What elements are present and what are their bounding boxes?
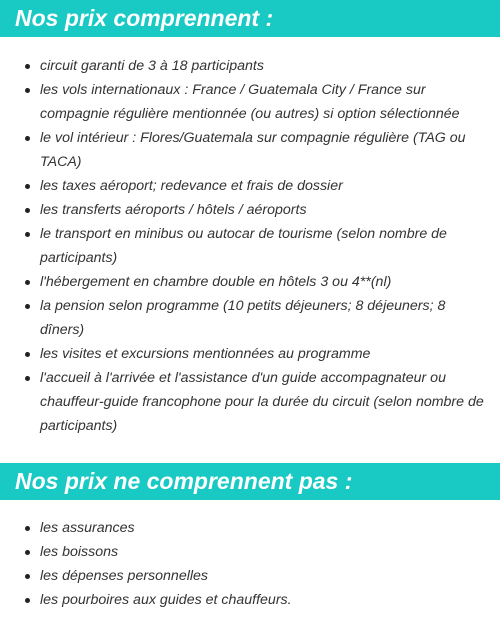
list-item-text: les transferts aéroports / hôtels / aéroports xyxy=(40,202,307,218)
bullet-icon xyxy=(25,136,30,141)
list-item-text: l'accueil à l'arrivée et l'assistance d'un guide accompagnateur ou chauffeur-guide francophone pour la durée du circuit (selon nombre de participants) xyxy=(40,370,484,434)
list-item xyxy=(0,126,500,174)
bullet-icon xyxy=(25,64,30,69)
list-item xyxy=(0,78,500,126)
list-item xyxy=(0,270,500,294)
bullet-icon xyxy=(25,232,30,237)
bullet-icon xyxy=(25,376,30,381)
list-item-text: les taxes aéroport; redevance et frais de dossier xyxy=(40,178,343,194)
includes-list xyxy=(0,54,500,438)
bullet-icon xyxy=(25,280,30,285)
list-item-text: les vols internationaux : France / Guatemala City / France sur compagnie régulière mentionnée (ou autres) si option sélectionnée xyxy=(40,82,460,122)
list-item xyxy=(0,222,500,270)
list-item xyxy=(0,366,500,438)
list-item-text: les assurances xyxy=(40,520,135,536)
list-item-text: les boissons xyxy=(40,544,119,560)
list-item xyxy=(0,54,500,78)
bullet-icon xyxy=(25,352,30,357)
bullet-icon xyxy=(25,184,30,189)
list-item-text: les pourboires aux guides et chauffeurs. xyxy=(40,592,292,608)
list-item xyxy=(0,540,500,564)
bullet-icon xyxy=(25,550,30,555)
list-item-text: circuit garanti de 3 à 18 participants xyxy=(40,58,264,74)
list-item xyxy=(0,588,500,612)
list-item-text: l'hébergement en chambre double en hôtels 3 ou 4**(nl) xyxy=(40,274,392,290)
list-item xyxy=(0,294,500,342)
section-title-includes: Nos prix comprennent : xyxy=(0,0,500,37)
list-item xyxy=(0,564,500,588)
list-item xyxy=(0,198,500,222)
list-item-text: le transport en minibus ou autocar de tourisme (selon nombre de participants) xyxy=(40,226,447,266)
bullet-icon xyxy=(25,598,30,603)
list-item-text: le vol intérieur : Flores/Guatemala sur compagnie régulière (TAG ou TACA) xyxy=(40,130,466,170)
bullet-icon xyxy=(25,304,30,309)
list-item-text: les visites et excursions mentionnées au programme xyxy=(40,346,371,362)
bullet-icon xyxy=(25,526,30,531)
list-item xyxy=(0,516,500,540)
excludes-list xyxy=(0,516,500,612)
list-item xyxy=(0,342,500,366)
bullet-icon xyxy=(25,574,30,579)
list-item-text: la pension selon programme (10 petits déjeuners; 8 déjeuners; 8 dîners) xyxy=(40,298,446,338)
bullet-icon xyxy=(25,208,30,213)
list-item-text: les dépenses personnelles xyxy=(40,568,208,584)
section-title-excludes: Nos prix ne comprennent pas : xyxy=(0,463,500,500)
bullet-icon xyxy=(25,88,30,93)
list-item xyxy=(0,174,500,198)
